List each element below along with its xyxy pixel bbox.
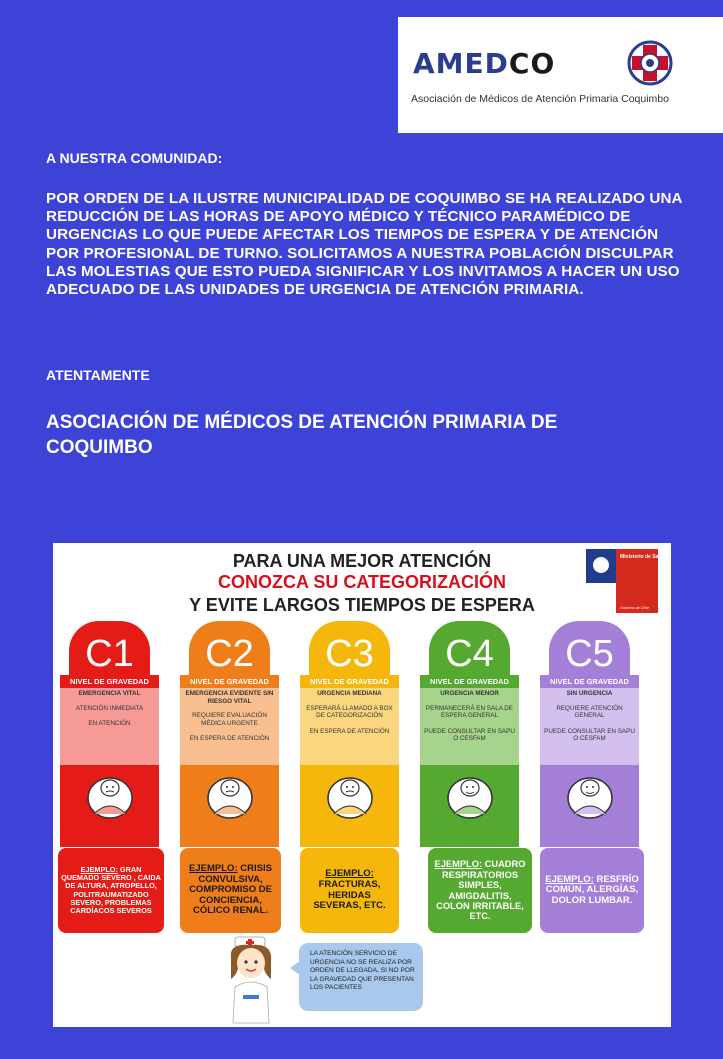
ministry-label: Ministerio de Salud xyxy=(620,554,666,560)
medical-cross-emblem-icon xyxy=(626,39,674,87)
example-text: GRAN QUEMADO SEVERO , CAIDA DE ALTURA, ATROPELLO, POLITRAUMATIZADO SEVERO, PROBLEMAS CARDÍACOS SEVEROS xyxy=(61,864,161,915)
category-panel xyxy=(60,675,159,847)
poster-title-line1: PARA UNA MEJOR ATENCIÓN xyxy=(232,551,492,571)
patient-icon-area xyxy=(540,765,639,847)
category-panel xyxy=(300,675,399,847)
poster-title-line3: Y EVITE LARGOS TIEMPOS DE ESPERA xyxy=(189,595,535,615)
category-code: C5 xyxy=(565,633,614,675)
example-text: CUADRO RESPIRATORIOS SIMPLES, AMIGDALITIS, COLON IRRITABLE, ETC. xyxy=(436,859,526,922)
category-code: C4 xyxy=(445,633,494,675)
categorization-poster xyxy=(53,543,671,1027)
category-heading: URGENCIA MENOR xyxy=(440,690,499,697)
category-code: C1 xyxy=(85,633,134,675)
amedco-logo xyxy=(398,17,723,133)
example-label: EJEMPLO: xyxy=(325,868,374,880)
category-detail: ESPERARÁ LLAMADO A BOX DE CATEGORIZACIÓN xyxy=(306,704,393,719)
category-detail: REQUIERE EVALUACIÓN MÉDICA URGENTE xyxy=(192,712,267,727)
logo-title xyxy=(413,47,555,80)
example-label: EJEMPLO: xyxy=(434,859,483,870)
patient-icon-area xyxy=(60,765,159,847)
category-status: PUEDE CONSULTAR EN SAPU O CESFAM xyxy=(544,727,635,742)
patient-face-icon xyxy=(82,772,138,822)
category-heading: SIN URGENCIA xyxy=(566,690,613,697)
severity-level-label: NIVEL DE GRAVEDAD xyxy=(180,675,279,688)
category-status: EN ESPERA DE ATENCIÓN xyxy=(189,735,270,742)
nurse-speech-bubble: LA ATENCIÓN SERVICIO DE URGENCIA NO SE REALIZA POR ORDEN DE LLEGADA, SI NO POR LA GRAVEDAD QUE PRESENTAN LOS PACIENTES xyxy=(299,943,423,1011)
category-info xyxy=(540,688,639,765)
category-info xyxy=(60,688,159,765)
category-detail: REQUIERE ATENCIÓN GENERAL xyxy=(556,704,623,719)
severity-level-label: NIVEL DE GRAVEDAD xyxy=(60,675,159,688)
category-code: C2 xyxy=(205,633,254,675)
example-label: EJEMPLO: xyxy=(80,864,118,874)
patient-face-icon xyxy=(442,772,498,822)
category-status: EN ATENCIÓN xyxy=(88,720,131,727)
example-label: EJEMPLO: xyxy=(189,862,238,874)
patient-face-icon xyxy=(202,772,258,822)
patient-face-icon xyxy=(562,772,618,822)
example-label: EJEMPLO: xyxy=(545,873,594,885)
severity-level-label: NIVEL DE GRAVEDAD xyxy=(300,675,399,688)
category-panel xyxy=(540,675,639,847)
poster-title-line2: CONOZCA SU CATEGORIZACIÓN xyxy=(218,572,506,592)
letter-closing: ATENTAMENTE xyxy=(46,367,150,383)
category-info xyxy=(180,688,279,765)
logo-subtitle: Asociación de Médicos de Atención Primaria Coquimbo xyxy=(411,93,669,105)
example-box-c3 xyxy=(300,848,399,933)
category-heading: EMERGENCIA EVIDENTE SIN RIESGO VITAL xyxy=(185,690,274,705)
category-heading: URGENCIA MEDIANA xyxy=(317,690,382,697)
nurse-illustration-icon xyxy=(221,935,281,1023)
example-box-c1 xyxy=(58,848,164,933)
patient-face-icon xyxy=(322,772,378,822)
category-status: EN ESPERA DE ATENCIÓN xyxy=(309,727,390,735)
category-status: PUEDE CONSULTAR EN SAPU O CESFAM xyxy=(424,727,515,742)
example-box-c2 xyxy=(180,848,281,933)
category-code: C3 xyxy=(325,633,374,675)
patient-icon-area xyxy=(300,765,399,847)
example-text: CRISIS CONVULSIVA, COMPROMISO DE CONCIENCIA, CÓLICO RENAL. xyxy=(189,862,272,917)
letter-signature: ASOCIACIÓN DE MÉDICOS DE ATENCIÓN PRIMARIA DE COQUIMBO xyxy=(46,412,558,458)
category-panel xyxy=(180,675,279,847)
letter-body: POR ORDEN DE LA ILUSTRE MUNICIPALIDAD DE COQUIMBO SE HA REALIZADO UNA REDUCCIÓN DE LAS HORAS DE APOYO MÉDICO Y TÉCNICO PARAMÉDICO DE URGENCIAS LO QUE PUEDE AFECTAR LOS TIEMPOS DE ESPERA Y DE ATENCIÓN POR PROFESIONAL DE TURNO. SOLICITAMOS A NUESTRA POBLACIÓN DISCULPAR LAS MOLESTIAS QUE ESTO PUEDA SIGNIFICAR Y LOS INVITAMOS A HACER UN USO ADECUADO DE LAS UNIDADES DE URGENCIA DE ATENCIÓN PRIMARIA. xyxy=(46,190,683,299)
patient-icon-area xyxy=(420,765,519,847)
example-text: RESFRÍO COMÚN, ALERGÍAS, DOLOR LUMBAR. xyxy=(545,873,639,906)
example-text: FRACTURAS, HERIDAS SEVERAS, ETC. xyxy=(313,878,386,912)
government-label: Gobierno de Chile xyxy=(620,606,649,610)
severity-level-label: NIVEL DE GRAVEDAD xyxy=(540,675,639,688)
severity-level-label: NIVEL DE GRAVEDAD xyxy=(420,675,519,688)
letter-greeting: A NUESTRA COMUNIDAD: xyxy=(46,150,223,166)
category-info xyxy=(420,688,519,765)
example-box-c5 xyxy=(540,848,644,933)
category-heading: EMERGENCIA VITAL xyxy=(78,690,141,697)
category-detail: PERMANECERÁ EN SALA DE ESPERA GENERAL xyxy=(425,704,514,719)
category-detail: ATENCIÓN INMEDIATA xyxy=(75,704,144,712)
ministry-logo xyxy=(586,549,666,613)
patient-icon-area xyxy=(180,765,279,847)
logo-title-part-a: AMED xyxy=(413,47,509,80)
example-box-c4 xyxy=(428,848,532,933)
category-info xyxy=(300,688,399,765)
logo-title-part-b: CO xyxy=(508,47,556,80)
category-panel xyxy=(420,675,519,847)
